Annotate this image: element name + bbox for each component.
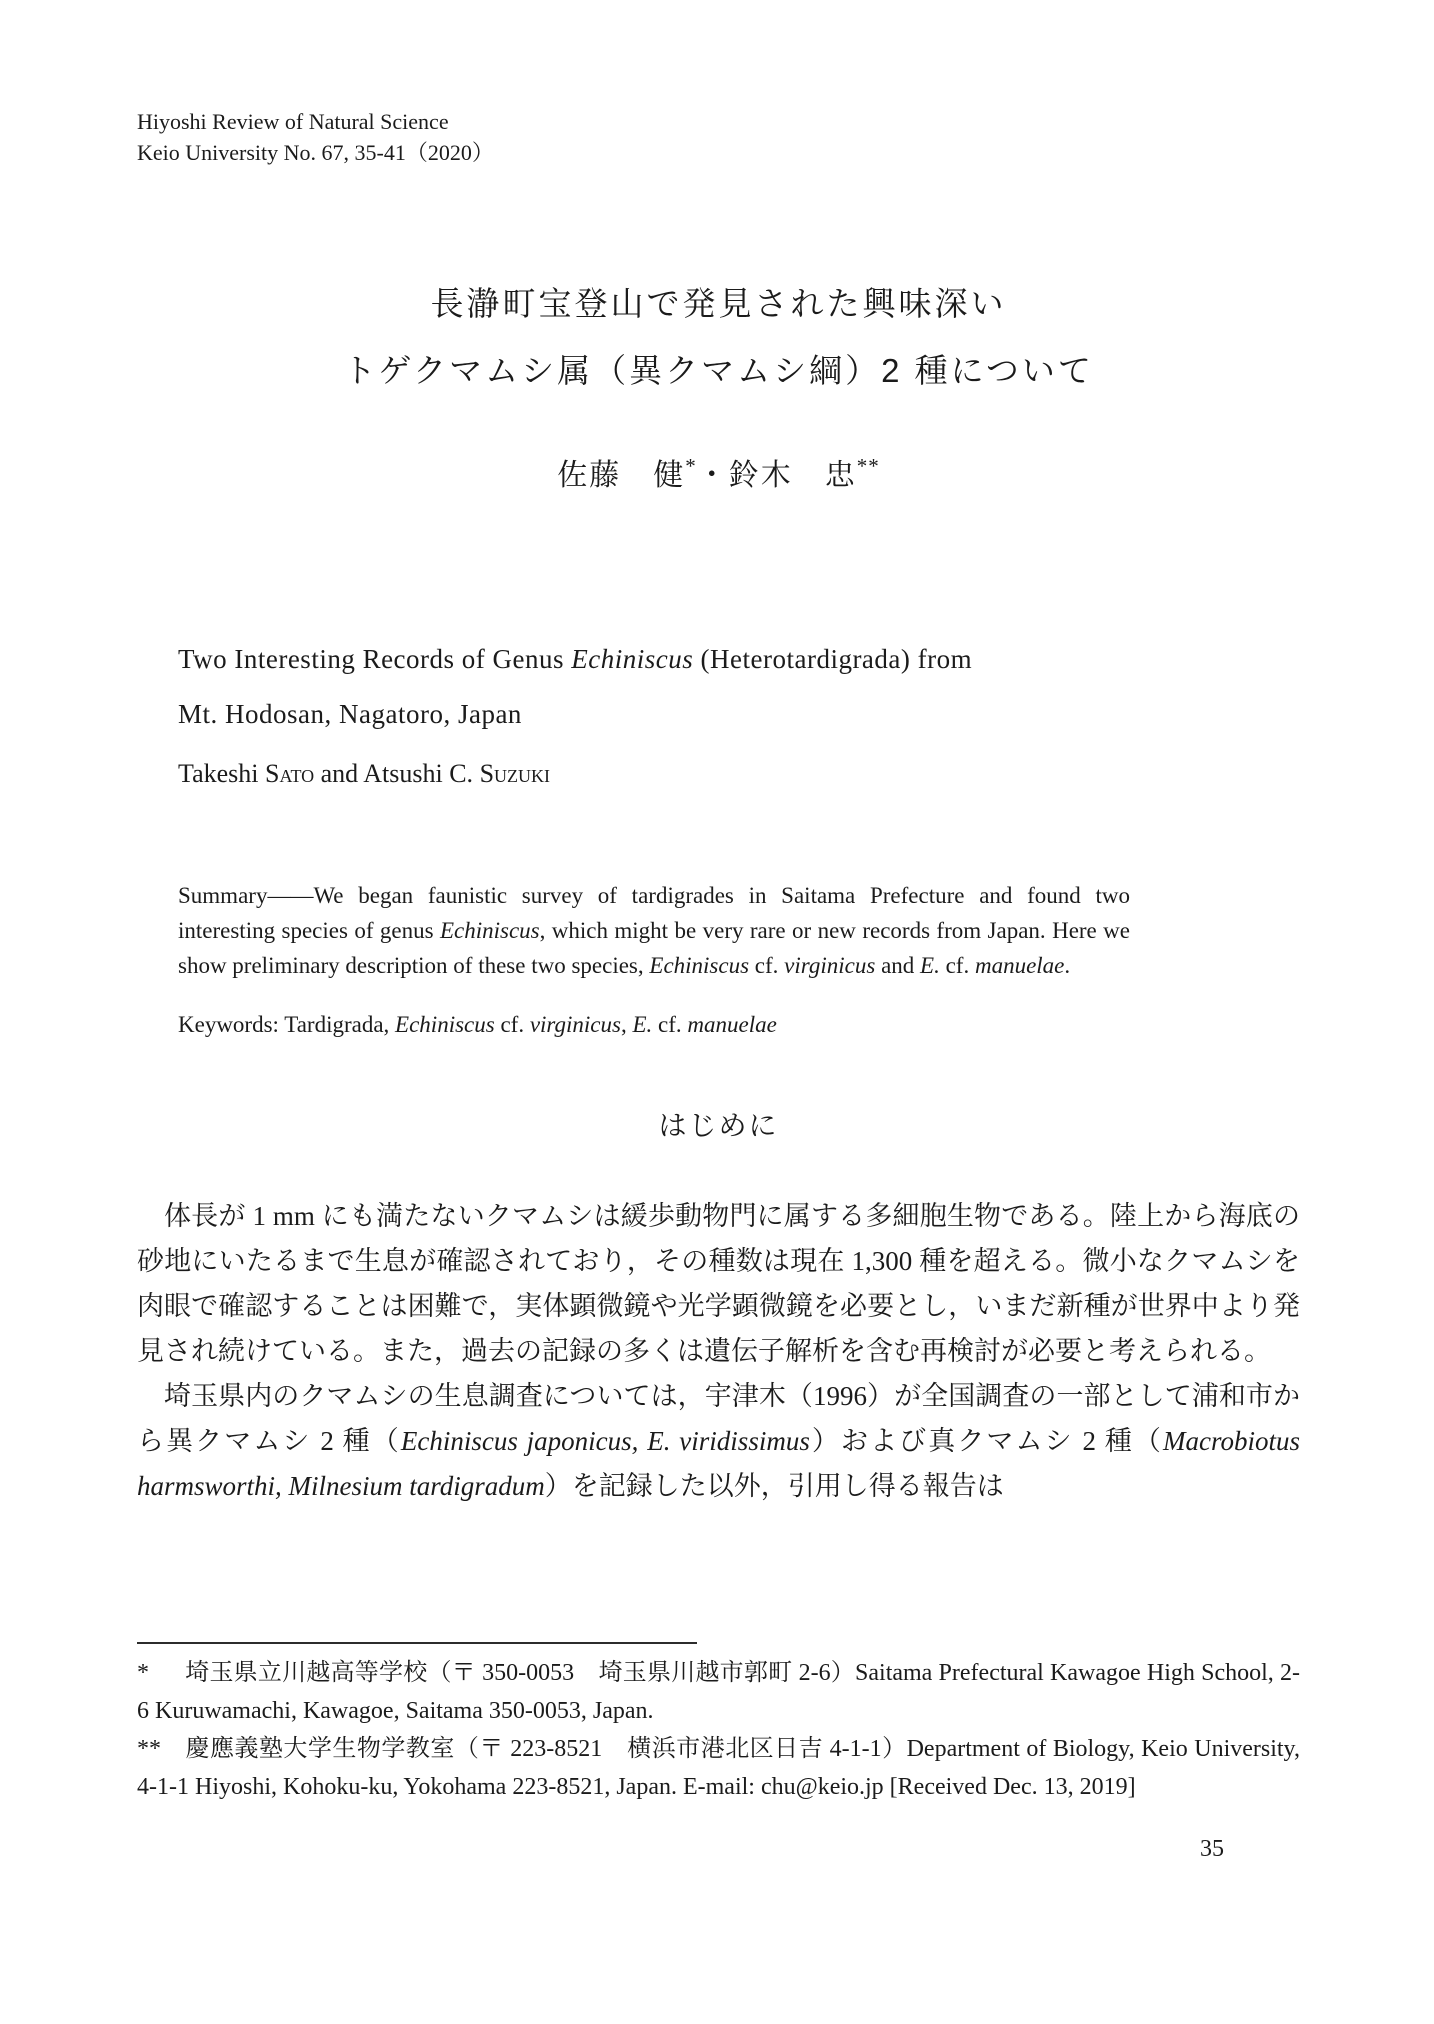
summary-text: cf. xyxy=(749,953,785,978)
genus-name-italic: Echiniscus xyxy=(571,644,694,674)
species-name-italic: E. xyxy=(920,953,940,978)
author-en-connector: and Atsushi C. xyxy=(314,759,480,788)
footnote-separator-line xyxy=(137,1642,697,1644)
summary-text: , which might be very rare or new records from Japan. Here we show preliminary description of these two species, xyxy=(178,918,1130,978)
article-title-ja-line2: トゲクマムシ属（異クマムシ綱）2 種について xyxy=(343,352,1094,389)
summary-text: cf. xyxy=(939,953,975,978)
footnote-1-marker: * xyxy=(137,1660,149,1686)
species-name-italic: manuelae xyxy=(687,1012,777,1037)
body-paragraph-1: 体長が 1 mm にも満たないクマムシは緩歩動物門に属する多細胞生物である。陸上から海底の砂地にいたるまで生息が確認されており，その種数は現在 1,300 種を超える。微小なクマムシを肉眼で確認することは困難で，実体顕微鏡や光学顕微鏡を必要とし，いまだ新種が世界中より発見され続けている。また，過去の記録の多くは遺伝子解析を含む再検討が必要と考えられる。 xyxy=(137,1201,1300,1366)
species-name-italic: E. xyxy=(632,1012,653,1037)
body-text: 埼玉県内のクマムシの生息調査については，宇津木（1996）が全国調査の一部として浦和市から異クマムシ 2 種（ xyxy=(137,1381,1300,1456)
author-ja-2: 鈴木 忠 xyxy=(728,459,857,492)
section-heading-introduction: はじめに xyxy=(658,1110,779,1141)
authors-japanese xyxy=(137,450,1300,494)
summary-paragraph xyxy=(178,878,1130,983)
keywords-text: cf. xyxy=(494,1012,530,1037)
keywords-text: cf. xyxy=(652,1012,688,1037)
authors-english xyxy=(178,754,1300,794)
species-name-italic: manuelae xyxy=(974,953,1065,978)
author-en-1-surname: Sato xyxy=(265,759,315,788)
title-en-text: Two Interesting Records of Genus xyxy=(178,644,572,674)
species-name-italic: Echiniscus xyxy=(395,1012,495,1037)
species-name-italic: virginicus xyxy=(529,1012,621,1037)
article-title-en-line1 xyxy=(178,632,1300,687)
article-title-english xyxy=(178,632,1300,742)
footnote-1 xyxy=(137,1654,1300,1730)
footnote-2 xyxy=(137,1730,1300,1806)
keywords-text: Keywords: Tardigrada, xyxy=(178,1012,396,1037)
article-title-en-line2: Mt. Hodosan, Nagatoro, Japan xyxy=(178,699,522,729)
species-name-italic: Echiniscus xyxy=(649,953,750,978)
author-ja-1-footnote-mark: * xyxy=(685,454,697,478)
keywords-text: , xyxy=(620,1012,633,1037)
author-en-2-surname: Suzuki xyxy=(479,759,551,788)
article-title-ja-line1: 長瀞町宝登山で発見された興味深い xyxy=(430,285,1007,322)
footnote-2-marker: ** xyxy=(137,1736,161,1762)
summary-text: Summary——We began faunistic survey of tardigrades in Saitama Prefecture and found two interesting species of genus xyxy=(178,883,1130,943)
author-separator-dot: ・ xyxy=(696,459,729,492)
summary-text: . xyxy=(1064,953,1071,978)
species-name-italic: Echiniscus xyxy=(439,918,540,943)
footnote-1-text: 埼玉県立川越高等学校（〒 350-0053 埼玉県川越市郭町 2-6）Saitama Prefectural Kawagoe High School, 2-6 Kuruwamachi, Kawagoe, Saitama 350-0053, Japan. xyxy=(137,1660,1300,1724)
journal-issue: Keio University No. 67, 35-41（2020） xyxy=(137,140,494,165)
footnote-section xyxy=(137,1642,1300,1806)
page-content xyxy=(137,0,1300,1509)
species-name-italic: virginicus xyxy=(784,953,876,978)
keywords-line xyxy=(178,1007,1300,1042)
article-title-japanese xyxy=(137,270,1300,404)
journal-title: Hiyoshi Review of Natural Science xyxy=(137,109,449,134)
author-ja-2-footnote-mark: ** xyxy=(856,454,880,478)
title-en-text: (Heterotardigrada) from xyxy=(693,644,973,674)
body-text: ）を記録した以外，引用し得る報告は xyxy=(544,1471,1004,1501)
author-ja-1: 佐藤 健 xyxy=(557,459,686,492)
species-name-italic: Echiniscus japonicus, E. viridissimus xyxy=(400,1426,810,1456)
species-name-italic: Macrobiotus harmsworthi, Milnesium tardigradum xyxy=(137,1426,1301,1501)
footnote-2-text: 慶應義塾大学生物学教室（〒 223-8521 横浜市港北区日吉 4-1-1）Department of Biology, Keio University, 4-1-1 Hiyoshi, Kohoku-ku, Yokohama 223-8521, Japan. E-mail: chu@keio.jp [Received Dec. 13, 2019] xyxy=(137,1736,1300,1800)
summary-text: and xyxy=(875,953,921,978)
body-paragraph-2 xyxy=(137,1374,1300,1509)
page-number: 35 xyxy=(1200,1836,1224,1862)
author-en-1-given: Takeshi xyxy=(178,759,265,788)
journal-header xyxy=(137,106,1300,168)
body-text: ）および真クマムシ 2 種（ xyxy=(809,1426,1164,1456)
